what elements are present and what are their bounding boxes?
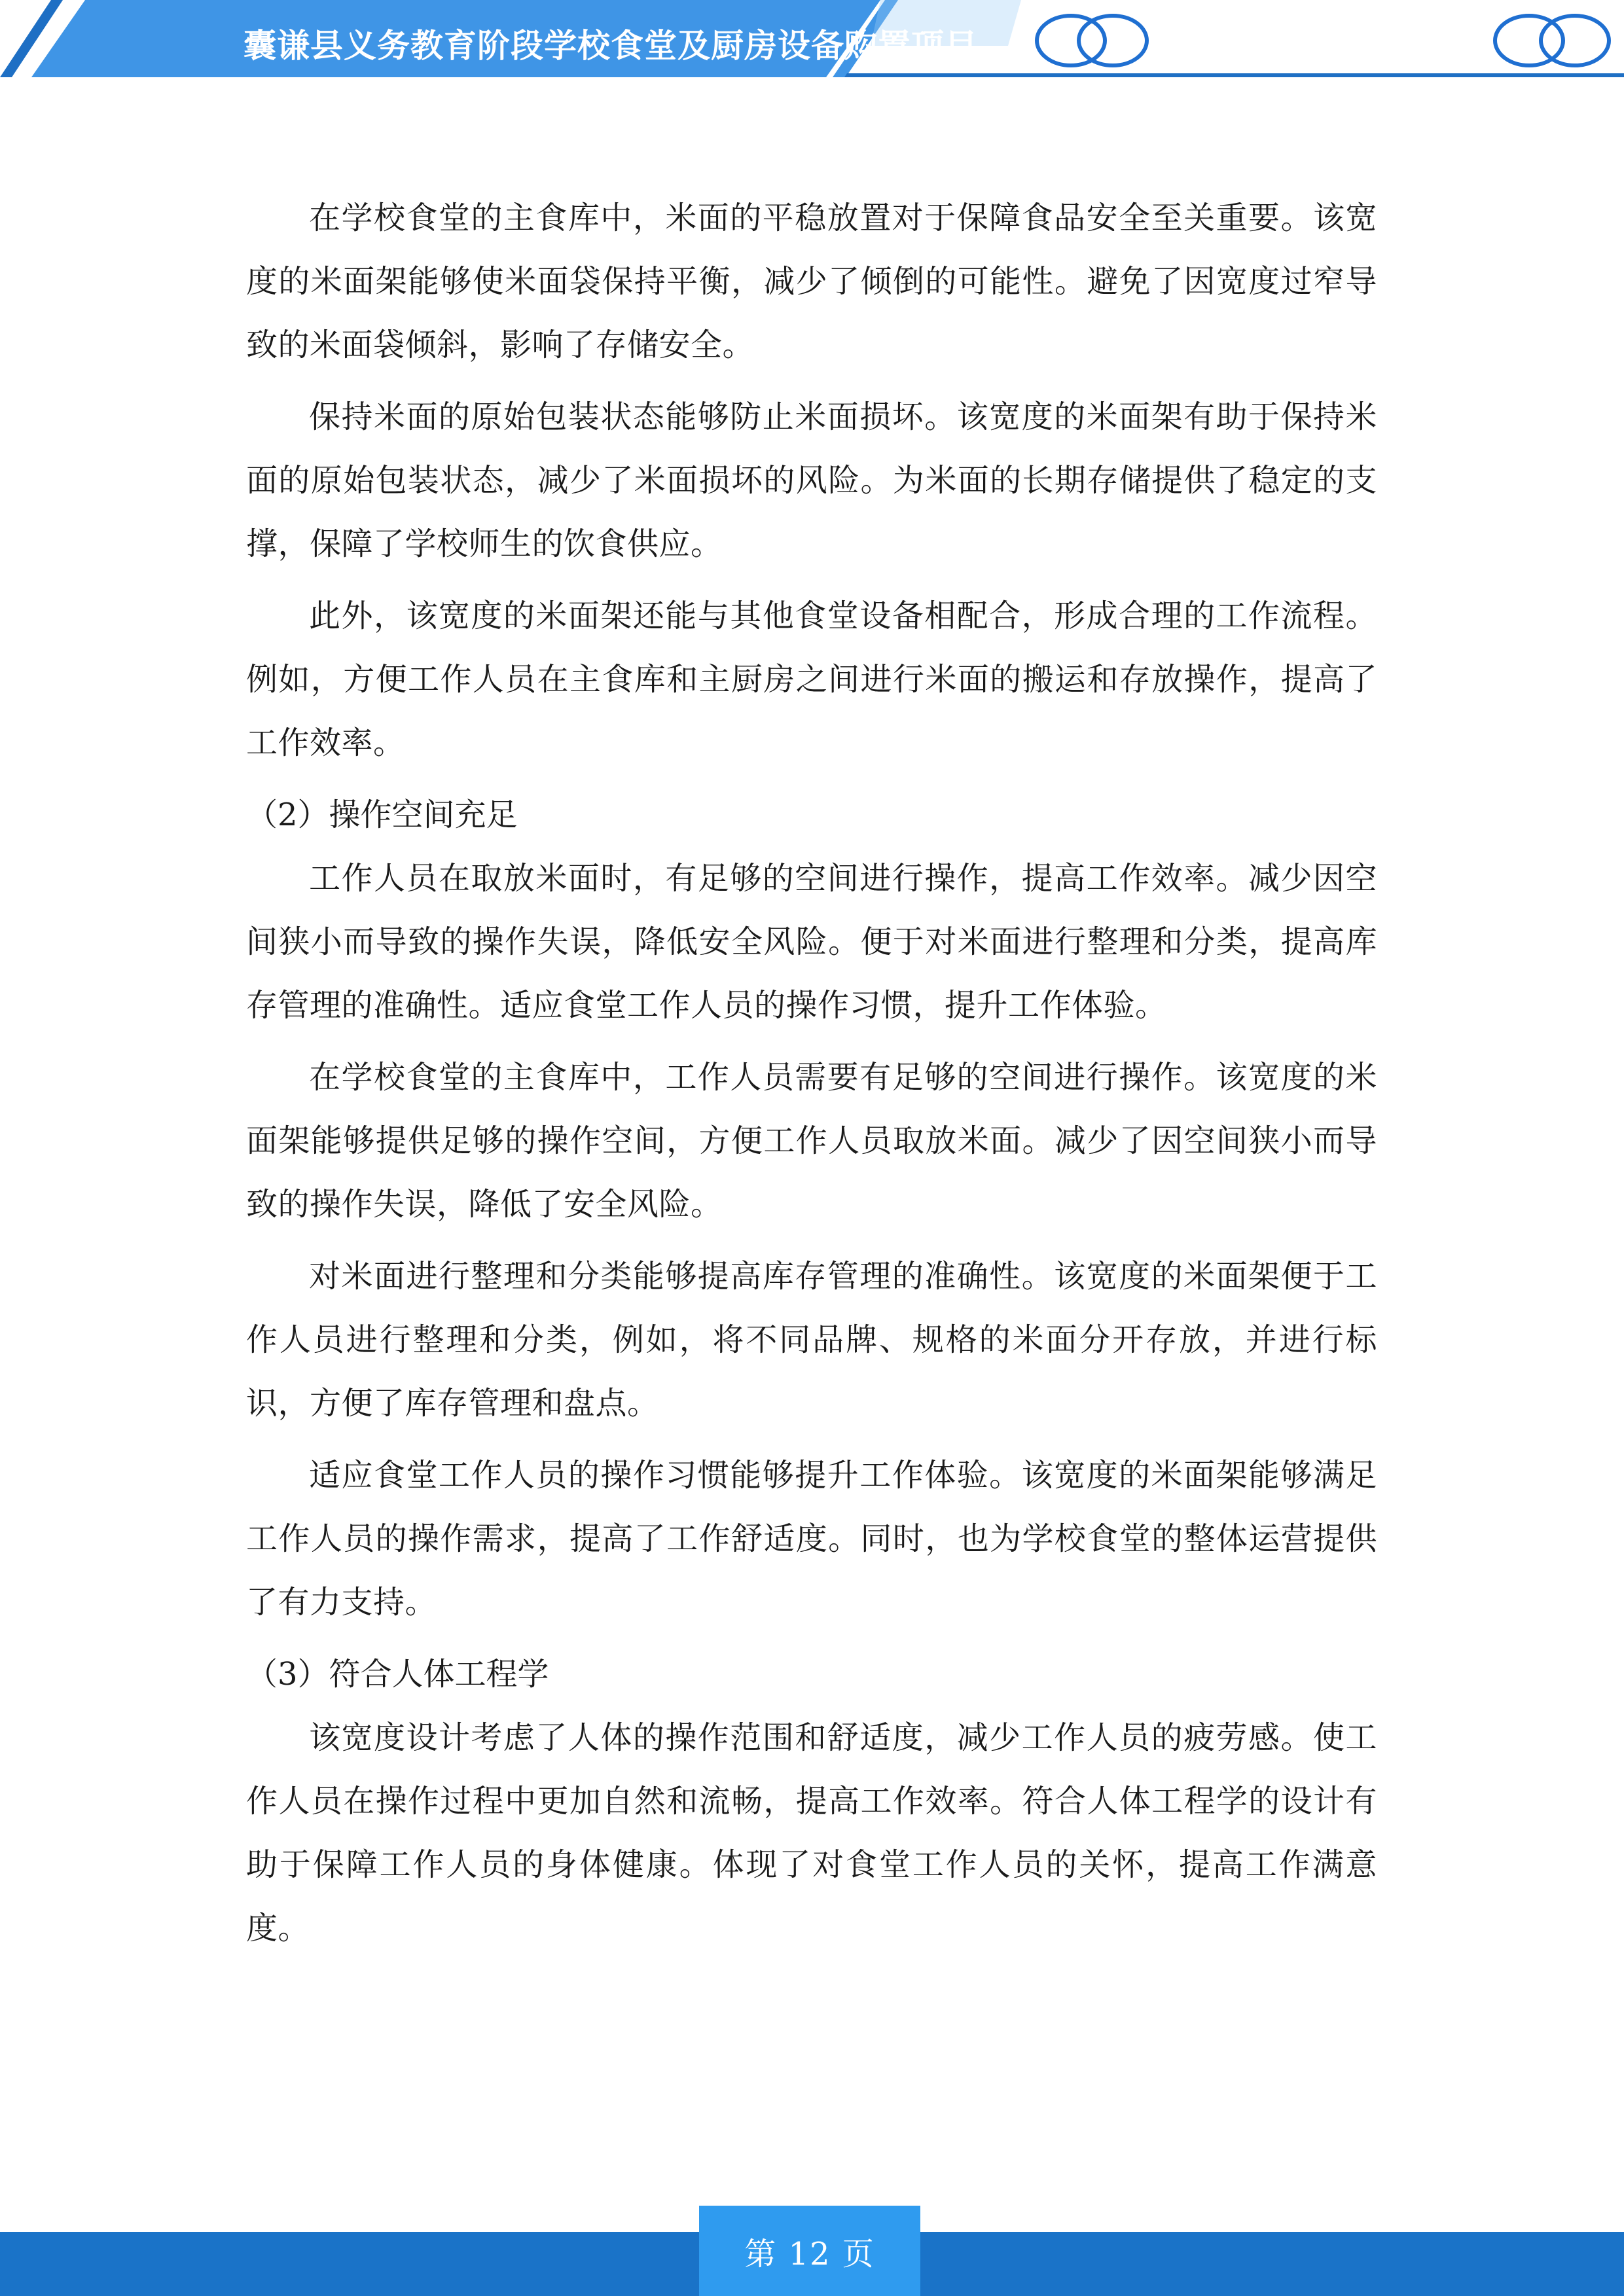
ring-pair-icon <box>1495 16 1609 65</box>
paragraph: 该宽度设计考虑了人体的操作范围和舒适度，减少工作人员的疲劳感。使工作人员在操作过程中更加自然和流畅，提高工作效率。符合人体工程学的设计有助于保障工作人员的身体健康。体现了对食堂工作人员的关怀，提高工作满意度。 <box>246 1719 1377 1946</box>
paragraph: 在学校食堂的主食库中，工作人员需要有足够的空间进行操作。该宽度的米面架能够提供足够的操作空间，方便工作人员取放米面。减少了因空间狭小而导致的操作失误，降低了安全风险。 <box>246 1059 1377 1223</box>
paragraph: 适应食堂工作人员的操作习惯能够提升工作体验。该宽度的米面架能够满足工作人员的操作需求，提高了工作舒适度。同时，也为学校食堂的整体运营提供了有力支持。 <box>246 1457 1377 1621</box>
ring-pair-icon <box>1037 16 1147 65</box>
document-body <box>246 187 1377 1969</box>
paragraph: 保持米面的原始包装状态能够防止米面损坏。该宽度的米面架有助于保持米面的原始包装状态，减少了米面损坏的风险。为米面的长期存储提供了稳定的支撑，保障了学校师生的饮食供应。 <box>246 399 1377 562</box>
section-subheading: （2）操作空间充足 <box>246 797 518 833</box>
paragraph: 工作人员在取放米面时，有足够的空间进行操作，提高工作效率。减少因空间狭小而导致的操作失误，降低安全风险。便于对米面进行整理和分类，提高库存管理的准确性。适应食堂工作人员的操作习惯，提升工作体验。 <box>246 860 1377 1024</box>
page-number: 第 12 页 <box>744 2235 875 2272</box>
section-subheading: （3）符合人体工程学 <box>246 1656 549 1693</box>
paragraph: 此外，该宽度的米面架还能与其他食堂设备相配合，形成合理的工作流程。例如，方便工作人员在主食库和主厨房之间进行米面的搬运和存放操作，提高了工作效率。 <box>246 598 1377 761</box>
page-number-tab <box>699 2206 920 2296</box>
paragraph: 对米面进行整理和分类能够提高库存管理的准确性。该宽度的米面架便于工作人员进行整理和分类，例如，将不同品牌、规格的米面分开存放，并进行标识，方便了库存管理和盘点。 <box>246 1258 1377 1422</box>
header-title: 囊谦县义务教育阶段学校食堂及厨房设备购置项目 <box>244 27 978 65</box>
page-header <box>0 0 1624 92</box>
paragraph: 在学校食堂的主食库中，米面的平稳放置对于保障食品安全至关重要。该宽度的米面架能够使米面袋保持平衡，减少了倾倒的可能性。避免了因宽度过窄导致的米面袋倾斜，影响了存储安全。 <box>246 200 1377 363</box>
